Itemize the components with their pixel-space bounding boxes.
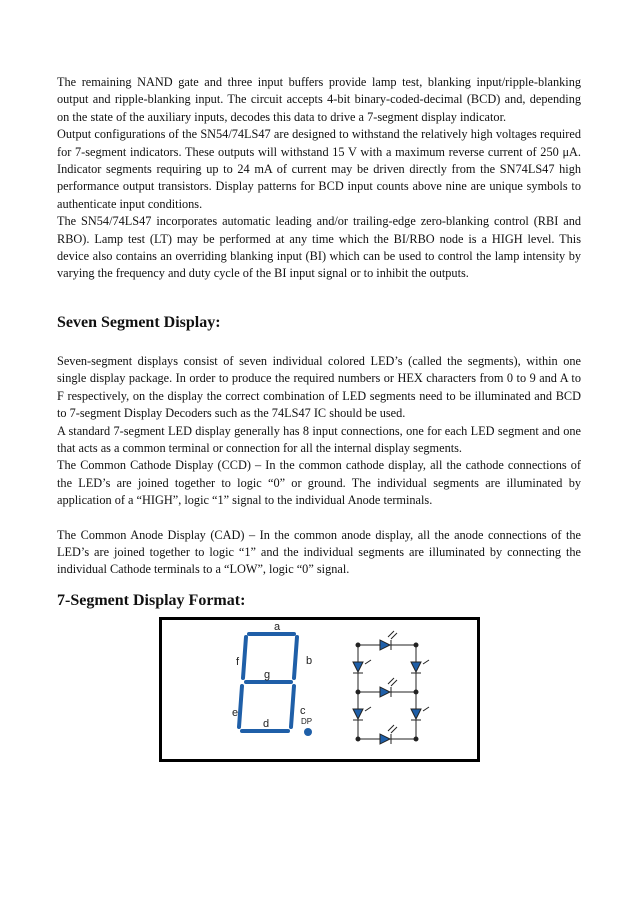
section1-paragraph-1: Seven-segment displays consist of seven individual colored LED’s (called the segments), within one single display package. In order to produce the required numbers or HEX characters from 0 to 9 and A to F respectively, on the display the correct combination of LED segments need to be illuminated and BCD to 7-segment Display Decoders such as the 74LS47 IC should be used. [57,354,581,421]
emission-arrow [391,727,397,733]
segment-c [291,686,294,727]
led-b [411,662,421,672]
emission-arrow [388,725,394,731]
segment-e [239,686,242,727]
led-arrangement [353,631,429,744]
label-f: f [236,656,240,668]
intro-paragraph-2: Output configurations of the SN54/74LS47 are designed to withstand the relatively high voltages required for 7-segment indicators. These outputs will withstand 15 V with a maximum reverse current of 250 μA. Indicator segments requiring up to 24 mA of current may be driven directly from the SN74LS47 high performance output transistors. Display patterns for BCD input counts above nine are unique symbols to authenticate input conditions. [57,127,581,211]
junction-dot [414,690,418,694]
emission-arrow [388,631,394,637]
led-f [353,662,363,672]
led-e [353,709,363,719]
label-dp: DP [301,717,313,726]
label-d: d [263,718,270,730]
led-g [380,687,390,697]
emission-arrow [423,660,429,664]
seven-segment-text [57,353,581,579]
label-g: g [264,669,271,681]
junction-dot [414,643,418,647]
seven-segment-figure [159,617,480,762]
led-a [380,640,390,650]
section1-paragraph-2: A standard 7-segment LED display generally has 8 input connections, one for each LED segment and one that acts as a common terminal or connection for all the internal display segments. [57,423,581,456]
emission-arrow [365,660,371,664]
led-c [411,709,421,719]
decimal-point [304,728,312,736]
led-d [380,734,390,744]
label-b: b [306,655,313,667]
junction-dot [356,690,360,694]
emission-arrow [388,678,394,684]
emission-arrow [391,633,397,639]
junction-dot [414,737,418,741]
paragraph-gap [57,510,581,527]
intro-paragraph-3: The SN54/74LS47 incorporates automatic leading and/or trailing-edge zero-blanking control (RBI and RBO). Lamp test (LT) may be performed at any time which the BI/RBO node is a HIGH level. This device also contains an overriding blanking input (BI) which can be used to control the lamp intensity by varying the frequency and duty cycle of the BI input signal or to inhibit the outputs. [57,214,581,281]
label-c: c [300,705,306,717]
emission-arrow [423,707,429,711]
emission-arrow [391,680,397,686]
section-heading-seven-segment: Seven Segment Display: [57,314,221,331]
section1-paragraph-4: The Common Anode Display (CAD) – In the common anode display, all the anode connections of the LED’s are joined together to logic “1” and the individual segments are illuminated by connecting the individual Cathode terminals to a “LOW”, logic “0” signal. [57,527,581,577]
section1-paragraph-3: The Common Cathode Display (CCD) – In the common cathode display, all the cathode connections of the LED’s are joined together to logic “0” or ground. The individual segments are illuminated by application of a “HIGH”, logic “1” signal to the individual Anode terminals. [57,458,581,508]
emission-arrow [365,707,371,711]
segment-b [294,637,297,678]
label-a: a [274,621,281,633]
intro-paragraph-1: The remaining NAND gate and three input buffers provide lamp test, blanking input/ripple-blanking output and ripple-blanking input. The circuit accepts 4-bit binary-coded-decimal (BCD) and, depending on the state of the auxiliary inputs, decodes this data to drive a 7-segment display indicator. [57,75,581,124]
segment-outline-group [239,634,297,731]
seven-segment-diagram [162,620,477,759]
intro-text [57,74,581,283]
label-e: e [232,707,239,719]
junction-dot [356,643,360,647]
junction-dot [356,737,360,741]
section-heading-display-format: 7-Segment Display Format: [57,592,246,609]
segment-f [243,637,246,678]
